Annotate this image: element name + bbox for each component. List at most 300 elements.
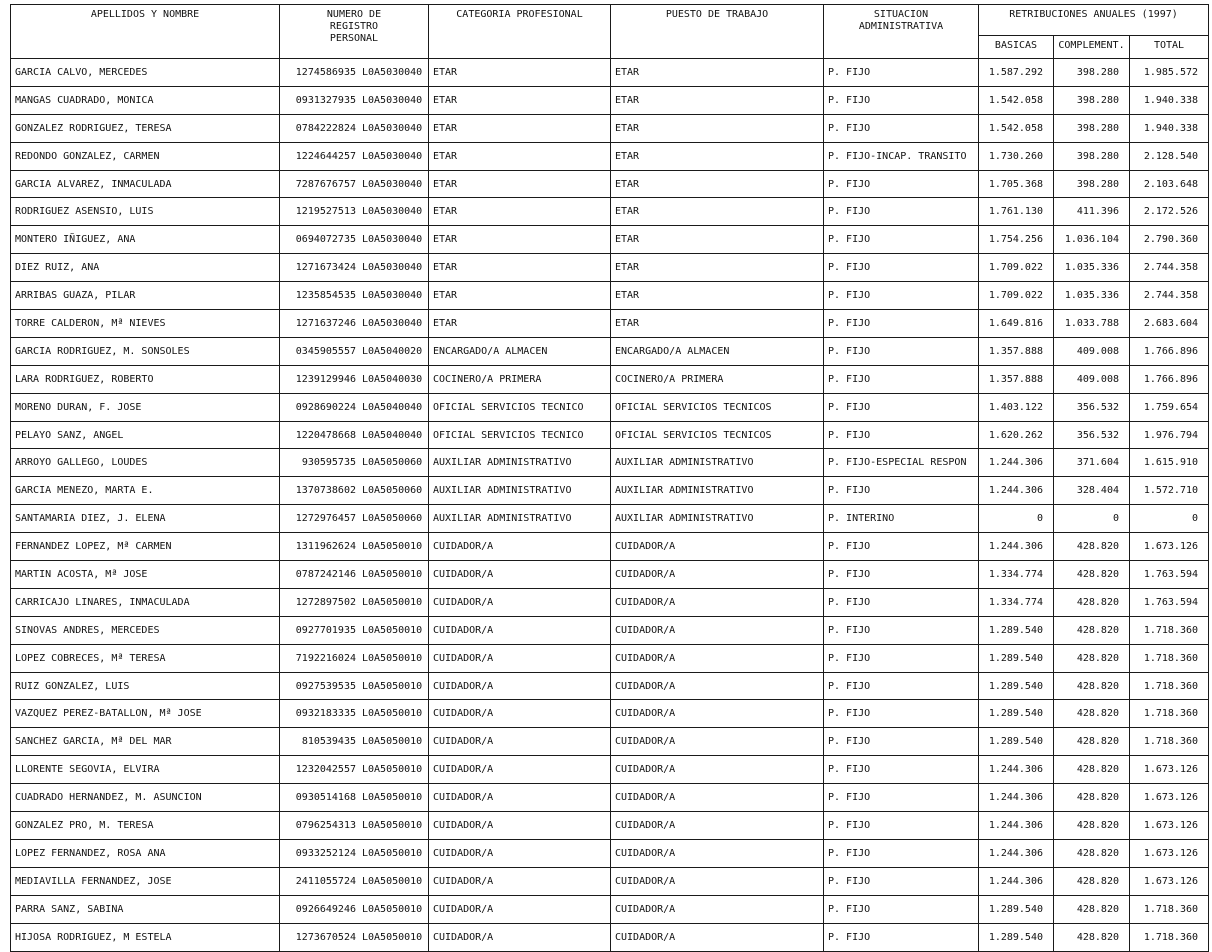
header-complement: COMPLEMENT.	[1054, 36, 1130, 59]
registro-code: L0A5050010	[362, 931, 423, 943]
cell-registro	[280, 923, 429, 951]
registro-code: L0A5050010	[362, 568, 423, 580]
table-row	[11, 59, 1209, 87]
cell-situacion: P. FIJO	[824, 365, 979, 393]
cell-situacion: P. FIJO	[824, 588, 979, 616]
cell-registro	[280, 477, 429, 505]
cell-categoria: ETAR	[429, 198, 611, 226]
cell-basicas: 1.357.888	[979, 365, 1054, 393]
cell-situacion: P. FIJO	[824, 114, 979, 142]
registro-number: 1220478668	[295, 429, 356, 441]
cell-categoria: CUIDADOR/A	[429, 784, 611, 812]
registro-code: L0A5030040	[362, 262, 423, 274]
cell-name: GARCIA RODRIGUEZ, M. SONSOLES	[11, 337, 280, 365]
cell-total: 1.673.126	[1130, 533, 1209, 561]
cell-name: LOPEZ FERNANDEZ, ROSA ANA	[11, 839, 280, 867]
cell-complement: 428.820	[1054, 644, 1130, 672]
table-row	[11, 337, 1209, 365]
table-row	[11, 254, 1209, 282]
cell-complement: 1.035.336	[1054, 254, 1130, 282]
cell-situacion: P. FIJO	[824, 310, 979, 338]
cell-categoria: OFICIAL SERVICIOS TECNICO	[429, 421, 611, 449]
salary-table	[10, 4, 1209, 952]
cell-categoria: CUIDADOR/A	[429, 561, 611, 589]
cell-name: HIJOSA RODRIGUEZ, M ESTELA	[11, 923, 280, 951]
registro-number: 1370738602	[295, 485, 356, 497]
registro-number: 7192216024	[295, 652, 356, 664]
cell-name: VAZQUEZ PEREZ-BATALLON, Mª JOSE	[11, 700, 280, 728]
registro-code: L0A5050010	[362, 708, 423, 720]
cell-puesto: ETAR	[611, 198, 824, 226]
registro-number: 930595735	[301, 457, 356, 469]
cell-total: 2.128.540	[1130, 142, 1209, 170]
cell-puesto: COCINERO/A PRIMERA	[611, 365, 824, 393]
registro-number: 0926649246	[295, 903, 356, 915]
table-row	[11, 114, 1209, 142]
table-row	[11, 672, 1209, 700]
cell-name: SINOVAS ANDRES, MERCEDES	[11, 616, 280, 644]
cell-complement: 398.280	[1054, 114, 1130, 142]
cell-registro	[280, 784, 429, 812]
cell-complement: 1.033.788	[1054, 310, 1130, 338]
registro-number: 1232042557	[295, 764, 356, 776]
cell-basicas: 1.244.306	[979, 533, 1054, 561]
cell-puesto: CUIDADOR/A	[611, 588, 824, 616]
table-row	[11, 477, 1209, 505]
registro-code: L0A5050060	[362, 513, 423, 525]
cell-registro	[280, 672, 429, 700]
cell-puesto: CUIDADOR/A	[611, 728, 824, 756]
cell-situacion: P. FIJO-ESPECIAL RESPON	[824, 449, 979, 477]
cell-total: 1.985.572	[1130, 59, 1209, 87]
cell-registro	[280, 282, 429, 310]
table-row	[11, 923, 1209, 951]
cell-name: SANTAMARIA DIEZ, J. ELENA	[11, 505, 280, 533]
registro-code: L0A5040040	[362, 429, 423, 441]
cell-name: GONZALEZ PRO, M. TERESA	[11, 812, 280, 840]
cell-categoria: ETAR	[429, 170, 611, 198]
registro-number: 7287676757	[295, 178, 356, 190]
salary-document	[10, 4, 1208, 952]
cell-total: 1.763.594	[1130, 561, 1209, 589]
header-puesto: PUESTO DE TRABAJO	[611, 5, 824, 59]
cell-categoria: ETAR	[429, 59, 611, 87]
cell-complement: 398.280	[1054, 142, 1130, 170]
registro-number: 0932183335	[295, 708, 356, 720]
cell-situacion: P. FIJO	[824, 839, 979, 867]
cell-name: LOPEZ COBRECES, Mª TERESA	[11, 644, 280, 672]
cell-name: MEDIAVILLA FERNANDEZ, JOSE	[11, 867, 280, 895]
cell-complement: 398.280	[1054, 170, 1130, 198]
cell-situacion: P. FIJO	[824, 282, 979, 310]
cell-total: 0	[1130, 505, 1209, 533]
cell-categoria: COCINERO/A PRIMERA	[429, 365, 611, 393]
cell-name: RUIZ GONZALEZ, LUIS	[11, 672, 280, 700]
cell-basicas: 1.244.306	[979, 867, 1054, 895]
cell-categoria: CUIDADOR/A	[429, 728, 611, 756]
cell-registro	[280, 337, 429, 365]
cell-complement: 411.396	[1054, 198, 1130, 226]
cell-situacion: P. FIJO	[824, 784, 979, 812]
cell-situacion: P. FIJO	[824, 86, 979, 114]
cell-name: LARA RODRIGUEZ, ROBERTO	[11, 365, 280, 393]
cell-categoria: CUIDADOR/A	[429, 644, 611, 672]
registro-code: L0A5030040	[362, 94, 423, 106]
registro-code: L0A5050010	[362, 680, 423, 692]
cell-registro	[280, 867, 429, 895]
cell-puesto: CUIDADOR/A	[611, 561, 824, 589]
table-row	[11, 895, 1209, 923]
cell-total: 2.103.648	[1130, 170, 1209, 198]
registro-code: L0A5050010	[362, 819, 423, 831]
cell-total: 1.940.338	[1130, 86, 1209, 114]
table-row	[11, 644, 1209, 672]
registro-code: L0A5040040	[362, 401, 423, 413]
table-row	[11, 561, 1209, 589]
cell-complement: 428.820	[1054, 533, 1130, 561]
cell-registro	[280, 86, 429, 114]
cell-basicas: 1.289.540	[979, 923, 1054, 951]
cell-total: 1.673.126	[1130, 839, 1209, 867]
cell-categoria: ETAR	[429, 86, 611, 114]
registro-code: L0A5050010	[362, 847, 423, 859]
cell-complement: 398.280	[1054, 59, 1130, 87]
registro-number: 1272897502	[295, 596, 356, 608]
cell-name: PARRA SANZ, SABINA	[11, 895, 280, 923]
header-basicas: BASICAS	[979, 36, 1054, 59]
cell-basicas: 1.289.540	[979, 616, 1054, 644]
cell-complement: 356.532	[1054, 421, 1130, 449]
cell-total: 1.718.360	[1130, 728, 1209, 756]
cell-basicas: 1.244.306	[979, 477, 1054, 505]
cell-complement: 428.820	[1054, 784, 1130, 812]
table-row	[11, 393, 1209, 421]
cell-categoria: CUIDADOR/A	[429, 812, 611, 840]
cell-total: 1.718.360	[1130, 700, 1209, 728]
registro-number: 0931327935	[295, 94, 356, 106]
table-row	[11, 198, 1209, 226]
registro-code: L0A5050060	[362, 457, 423, 469]
cell-registro	[280, 533, 429, 561]
cell-name: LLORENTE SEGOVIA, ELVIRA	[11, 756, 280, 784]
cell-categoria: ETAR	[429, 142, 611, 170]
cell-categoria: AUXILIAR ADMINISTRATIVO	[429, 477, 611, 505]
cell-name: MONTERO IÑIGUEZ, ANA	[11, 226, 280, 254]
cell-basicas: 1.334.774	[979, 588, 1054, 616]
registro-number: 0784222824	[295, 122, 356, 134]
cell-puesto: CUIDADOR/A	[611, 812, 824, 840]
cell-complement: 1.036.104	[1054, 226, 1130, 254]
cell-complement: 371.604	[1054, 449, 1130, 477]
cell-total: 1.615.910	[1130, 449, 1209, 477]
cell-basicas: 1.334.774	[979, 561, 1054, 589]
registro-code: L0A5030040	[362, 122, 423, 134]
registro-code: L0A5040020	[362, 345, 423, 357]
cell-basicas: 1.761.130	[979, 198, 1054, 226]
cell-basicas: 1.289.540	[979, 728, 1054, 756]
cell-name: CUADRADO HERNANDEZ, M. ASUNCION	[11, 784, 280, 812]
cell-situacion: P. FIJO	[824, 672, 979, 700]
cell-name: GONZALEZ RODRIGUEZ, TERESA	[11, 114, 280, 142]
registro-number: 1235854535	[295, 290, 356, 302]
cell-total: 1.718.360	[1130, 923, 1209, 951]
registro-number: 1273670524	[295, 931, 356, 943]
table-row	[11, 226, 1209, 254]
cell-name: GARCIA CALVO, MERCEDES	[11, 59, 280, 87]
cell-situacion: P. FIJO	[824, 421, 979, 449]
cell-situacion: P. FIJO	[824, 867, 979, 895]
cell-name: MANGAS CUADRADO, MONICA	[11, 86, 280, 114]
table-row	[11, 142, 1209, 170]
cell-total: 1.718.360	[1130, 644, 1209, 672]
cell-name: ARROYO GALLEGO, LOUDES	[11, 449, 280, 477]
cell-total: 1.718.360	[1130, 616, 1209, 644]
cell-categoria: CUIDADOR/A	[429, 923, 611, 951]
cell-situacion: P. FIJO	[824, 59, 979, 87]
cell-puesto: CUIDADOR/A	[611, 895, 824, 923]
cell-complement: 328.404	[1054, 477, 1130, 505]
cell-complement: 409.008	[1054, 337, 1130, 365]
cell-basicas: 1.709.022	[979, 282, 1054, 310]
table-row	[11, 812, 1209, 840]
cell-registro	[280, 421, 429, 449]
cell-basicas: 1.705.368	[979, 170, 1054, 198]
cell-registro	[280, 198, 429, 226]
cell-name: CARRICAJO LINARES, INMACULADA	[11, 588, 280, 616]
cell-categoria: ETAR	[429, 254, 611, 282]
cell-registro	[280, 895, 429, 923]
registro-code: L0A5050010	[362, 764, 423, 776]
cell-registro	[280, 59, 429, 87]
cell-registro	[280, 254, 429, 282]
cell-basicas: 1.403.122	[979, 393, 1054, 421]
header-situacion: SITUACION ADMINISTRATIVA	[824, 5, 979, 59]
cell-registro	[280, 505, 429, 533]
cell-basicas: 0	[979, 505, 1054, 533]
cell-categoria: CUIDADOR/A	[429, 533, 611, 561]
cell-puesto: CUIDADOR/A	[611, 533, 824, 561]
cell-registro	[280, 561, 429, 589]
table-row	[11, 533, 1209, 561]
cell-categoria: ETAR	[429, 226, 611, 254]
registro-number: 0930514168	[295, 792, 356, 804]
cell-total: 2.683.604	[1130, 310, 1209, 338]
cell-registro	[280, 756, 429, 784]
cell-total: 1.940.338	[1130, 114, 1209, 142]
cell-puesto: ENCARGADO/A ALMACEN	[611, 337, 824, 365]
registro-number: 1271673424	[295, 262, 356, 274]
table-row	[11, 170, 1209, 198]
cell-situacion: P. FIJO	[824, 616, 979, 644]
cell-name: PELAYO SANZ, ANGEL	[11, 421, 280, 449]
cell-basicas: 1.649.816	[979, 310, 1054, 338]
cell-situacion: P. FIJO	[824, 700, 979, 728]
cell-puesto: AUXILIAR ADMINISTRATIVO	[611, 449, 824, 477]
registro-number: 1272976457	[295, 513, 356, 525]
registro-code: L0A5050010	[362, 652, 423, 664]
cell-basicas: 1.542.058	[979, 114, 1054, 142]
table-row	[11, 421, 1209, 449]
cell-total: 1.673.126	[1130, 867, 1209, 895]
cell-total: 1.718.360	[1130, 672, 1209, 700]
cell-total: 2.172.526	[1130, 198, 1209, 226]
cell-puesto: CUIDADOR/A	[611, 700, 824, 728]
cell-registro	[280, 226, 429, 254]
cell-registro	[280, 114, 429, 142]
cell-situacion: P. INTERINO	[824, 505, 979, 533]
table-row	[11, 588, 1209, 616]
cell-situacion: P. FIJO	[824, 756, 979, 784]
cell-situacion: P. FIJO	[824, 254, 979, 282]
cell-categoria: CUIDADOR/A	[429, 867, 611, 895]
cell-puesto: AUXILIAR ADMINISTRATIVO	[611, 477, 824, 505]
cell-basicas: 1.754.256	[979, 226, 1054, 254]
cell-total: 1.766.896	[1130, 365, 1209, 393]
cell-situacion: P. FIJO	[824, 393, 979, 421]
cell-registro	[280, 616, 429, 644]
cell-complement: 409.008	[1054, 365, 1130, 393]
registro-number: 1219527513	[295, 206, 356, 218]
cell-puesto: ETAR	[611, 254, 824, 282]
cell-registro	[280, 142, 429, 170]
cell-registro	[280, 812, 429, 840]
registro-number: 0933252124	[295, 847, 356, 859]
table-row	[11, 700, 1209, 728]
cell-complement: 1.035.336	[1054, 282, 1130, 310]
table-row	[11, 365, 1209, 393]
cell-basicas: 1.289.540	[979, 672, 1054, 700]
registro-code: L0A5050010	[362, 596, 423, 608]
cell-registro	[280, 310, 429, 338]
cell-complement: 428.820	[1054, 588, 1130, 616]
registro-number: 2411055724	[295, 875, 356, 887]
header-registro: NUMERO DE REGISTRO PERSONAL	[280, 5, 429, 59]
table-row	[11, 839, 1209, 867]
cell-basicas: 1.730.260	[979, 142, 1054, 170]
cell-registro	[280, 449, 429, 477]
cell-total: 1.673.126	[1130, 784, 1209, 812]
cell-complement: 428.820	[1054, 616, 1130, 644]
cell-basicas: 1.244.306	[979, 839, 1054, 867]
registro-code: L0A5050010	[362, 875, 423, 887]
cell-basicas: 1.709.022	[979, 254, 1054, 282]
registro-code: L0A5030040	[362, 290, 423, 302]
cell-puesto: ETAR	[611, 170, 824, 198]
cell-basicas: 1.289.540	[979, 644, 1054, 672]
cell-situacion: P. FIJO	[824, 812, 979, 840]
cell-name: GARCIA MENEZO, MARTA E.	[11, 477, 280, 505]
cell-total: 2.790.360	[1130, 226, 1209, 254]
table-row	[11, 86, 1209, 114]
registro-code: L0A5030040	[362, 206, 423, 218]
cell-registro	[280, 170, 429, 198]
cell-name: REDONDO GONZALEZ, CARMEN	[11, 142, 280, 170]
cell-basicas: 1.244.306	[979, 812, 1054, 840]
cell-basicas: 1.289.540	[979, 895, 1054, 923]
cell-situacion: P. FIJO	[824, 198, 979, 226]
cell-puesto: CUIDADOR/A	[611, 672, 824, 700]
cell-situacion: P. FIJO	[824, 644, 979, 672]
registro-number: 0787242146	[295, 568, 356, 580]
cell-basicas: 1.244.306	[979, 784, 1054, 812]
registro-code: L0A5050010	[362, 792, 423, 804]
cell-puesto: ETAR	[611, 114, 824, 142]
cell-name: SANCHEZ GARCIA, Mª DEL MAR	[11, 728, 280, 756]
cell-categoria: CUIDADOR/A	[429, 839, 611, 867]
registro-number: 1239129946	[295, 373, 356, 385]
table-body	[11, 59, 1209, 952]
cell-complement: 428.820	[1054, 923, 1130, 951]
cell-complement: 428.820	[1054, 672, 1130, 700]
cell-registro	[280, 393, 429, 421]
table-row	[11, 784, 1209, 812]
registro-number: 0796254313	[295, 819, 356, 831]
cell-complement: 428.820	[1054, 728, 1130, 756]
cell-puesto: CUIDADOR/A	[611, 923, 824, 951]
cell-puesto: ETAR	[611, 86, 824, 114]
cell-complement: 428.820	[1054, 895, 1130, 923]
cell-basicas: 1.244.306	[979, 756, 1054, 784]
cell-situacion: P. FIJO	[824, 895, 979, 923]
cell-complement: 428.820	[1054, 561, 1130, 589]
cell-categoria: OFICIAL SERVICIOS TECNICO	[429, 393, 611, 421]
cell-categoria: ENCARGADO/A ALMACEN	[429, 337, 611, 365]
cell-situacion: P. FIJO-INCAP. TRANSITO	[824, 142, 979, 170]
cell-categoria: CUIDADOR/A	[429, 700, 611, 728]
cell-categoria: ETAR	[429, 310, 611, 338]
cell-total: 1.718.360	[1130, 895, 1209, 923]
cell-puesto: OFICIAL SERVICIOS TECNICOS	[611, 421, 824, 449]
registro-number: 0927539535	[295, 680, 356, 692]
cell-basicas: 1.587.292	[979, 59, 1054, 87]
cell-complement: 398.280	[1054, 86, 1130, 114]
cell-puesto: ETAR	[611, 226, 824, 254]
cell-puesto: ETAR	[611, 310, 824, 338]
header-name: APELLIDOS Y NOMBRE	[11, 5, 280, 59]
cell-registro	[280, 700, 429, 728]
cell-name: TORRE CALDERON, Mª NIEVES	[11, 310, 280, 338]
table-row	[11, 505, 1209, 533]
cell-situacion: P. FIJO	[824, 533, 979, 561]
registro-code: L0A5030040	[362, 317, 423, 329]
cell-categoria: AUXILIAR ADMINISTRATIVO	[429, 505, 611, 533]
registro-code: L0A5030040	[362, 66, 423, 78]
cell-puesto: AUXILIAR ADMINISTRATIVO	[611, 505, 824, 533]
cell-name: DIEZ RUIZ, ANA	[11, 254, 280, 282]
cell-registro	[280, 728, 429, 756]
cell-categoria: ETAR	[429, 282, 611, 310]
cell-basicas: 1.357.888	[979, 337, 1054, 365]
header-retribuciones: RETRIBUCIONES ANUALES (1997)	[979, 5, 1209, 36]
registro-code: L0A5050060	[362, 485, 423, 497]
registro-code: L0A5050010	[362, 903, 423, 915]
cell-puesto: CUIDADOR/A	[611, 756, 824, 784]
table-row	[11, 756, 1209, 784]
table-row	[11, 282, 1209, 310]
cell-total: 1.759.654	[1130, 393, 1209, 421]
cell-name: ARRIBAS GUAZA, PILAR	[11, 282, 280, 310]
cell-puesto: ETAR	[611, 282, 824, 310]
cell-puesto: CUIDADOR/A	[611, 644, 824, 672]
cell-registro	[280, 365, 429, 393]
cell-categoria: AUXILIAR ADMINISTRATIVO	[429, 449, 611, 477]
cell-total: 2.744.358	[1130, 282, 1209, 310]
cell-situacion: P. FIJO	[824, 728, 979, 756]
registro-code: L0A5050010	[362, 624, 423, 636]
cell-basicas: 1.244.306	[979, 449, 1054, 477]
cell-name: MARTIN ACOSTA, Mª JOSE	[11, 561, 280, 589]
cell-complement: 428.820	[1054, 867, 1130, 895]
